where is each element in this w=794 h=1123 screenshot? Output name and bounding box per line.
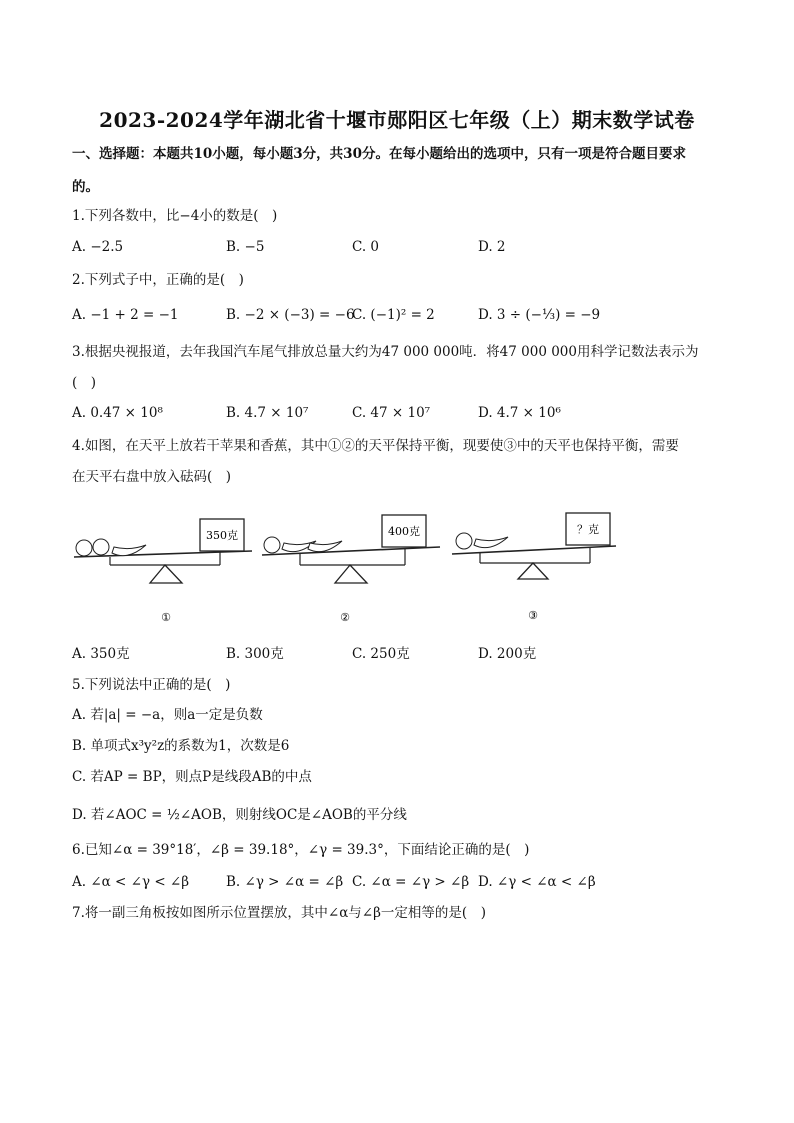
scale-label-2: ②	[340, 611, 350, 624]
question-4-option-b: B. 300克	[226, 646, 284, 662]
question-1-option-a: A. −2.5	[72, 239, 124, 255]
question-2-stem: 2.下列式子中，正确的是( )	[72, 272, 244, 288]
question-2-option-b: B. −2 × (−3) = −6	[226, 307, 355, 323]
question-5-stem: 5.下列说法中正确的是( )	[72, 677, 231, 693]
question-6-option-a: A. ∠α < ∠γ < ∠β	[72, 874, 190, 890]
question-2-option-d: D. 3 ÷ (−⅓) = −9	[478, 307, 601, 323]
question-1-option-b: B. −5	[226, 239, 265, 255]
banana-icon	[474, 537, 508, 548]
balance-scales-figure	[70, 505, 630, 630]
page-title: 2023-2024学年湖北省十堰市郧阳区七年级（上）期末数学试卷	[99, 108, 695, 132]
question-5-option-b: B. 单项式x³y²z的系数为1，次数是6	[72, 738, 290, 754]
apple-icon	[264, 537, 280, 553]
question-7-stem: 7.将一副三角板按如图所示位置摆放，其中∠α与∠β一定相等的是( )	[72, 905, 486, 921]
question-6-option-d: D. ∠γ < ∠α < ∠β	[478, 874, 596, 890]
section-heading-line1: 一、选择题：本题共10小题，每小题3分，共30分。在每小题给出的选项中，只有一项是符合题目要求	[72, 146, 686, 162]
question-2-option-c: C. (−1)² = 2	[352, 307, 435, 323]
question-4-option-a: A. 350克	[72, 646, 130, 662]
apple-icon	[76, 540, 92, 556]
question-1-option-d: D. 2	[478, 239, 506, 255]
weight-label-2: 400克	[388, 525, 420, 538]
scale-label-3: ③	[528, 609, 538, 622]
question-3-option-b: B. 4.7 × 10⁷	[226, 405, 309, 421]
balance-scale-2	[262, 515, 440, 624]
question-5-option-d: D. 若∠AOC = ½∠AOB，则射线OC是∠AOB的平分线	[72, 807, 407, 823]
weight-label-3: ？克	[577, 523, 599, 536]
weight-label-1: 350克	[206, 529, 238, 542]
apple-icon	[456, 533, 472, 549]
question-6-stem: 6.已知∠α = 39°18′，∠β = 39.18°，∠γ = 39.3°，下面结论正确的是( )	[72, 842, 530, 858]
question-5-option-a: A. 若|a| = −a，则a一定是负数	[72, 707, 263, 723]
question-1-stem: 1.下列各数中，比−4小的数是( )	[72, 208, 278, 224]
question-4-stem-line2: 在天平右盘中放入砝码( )	[72, 469, 232, 485]
question-1-option-c: C. 0	[352, 239, 380, 255]
question-4-option-c: C. 250克	[352, 646, 410, 662]
question-4-option-d: D. 200克	[478, 646, 537, 662]
section-heading-line2: 的。	[72, 179, 99, 195]
question-3-option-c: C. 47 × 10⁷	[352, 405, 431, 421]
question-5-option-c: C. 若AP = BP，则点P是线段AB的中点	[72, 769, 312, 785]
question-6-option-b: B. ∠γ > ∠α = ∠β	[226, 874, 344, 890]
balance-scale-3	[452, 513, 616, 622]
question-3-option-d: D. 4.7 × 10⁶	[478, 405, 561, 421]
question-3-stem-line1: 3.根据央视报道，去年我国汽车尾气排放总量大约为47 000 000吨．将47 000 000用科学记数法表示为	[72, 344, 699, 360]
question-2-option-a: A. −1 + 2 = −1	[72, 307, 179, 323]
question-3-option-a: A. 0.47 × 10⁸	[72, 405, 163, 421]
apple-icon	[93, 539, 109, 555]
balance-scale-1	[74, 519, 252, 624]
question-3-stem-line2: ( )	[72, 375, 97, 391]
question-6-option-c: C. ∠α = ∠γ > ∠β	[352, 874, 470, 890]
scale-label-1: ①	[161, 611, 171, 624]
question-4-stem-line1: 4.如图，在天平上放若干苹果和香蕉，其中①②的天平保持平衡，现要使③中的天平也保持平衡，需要	[72, 438, 679, 454]
